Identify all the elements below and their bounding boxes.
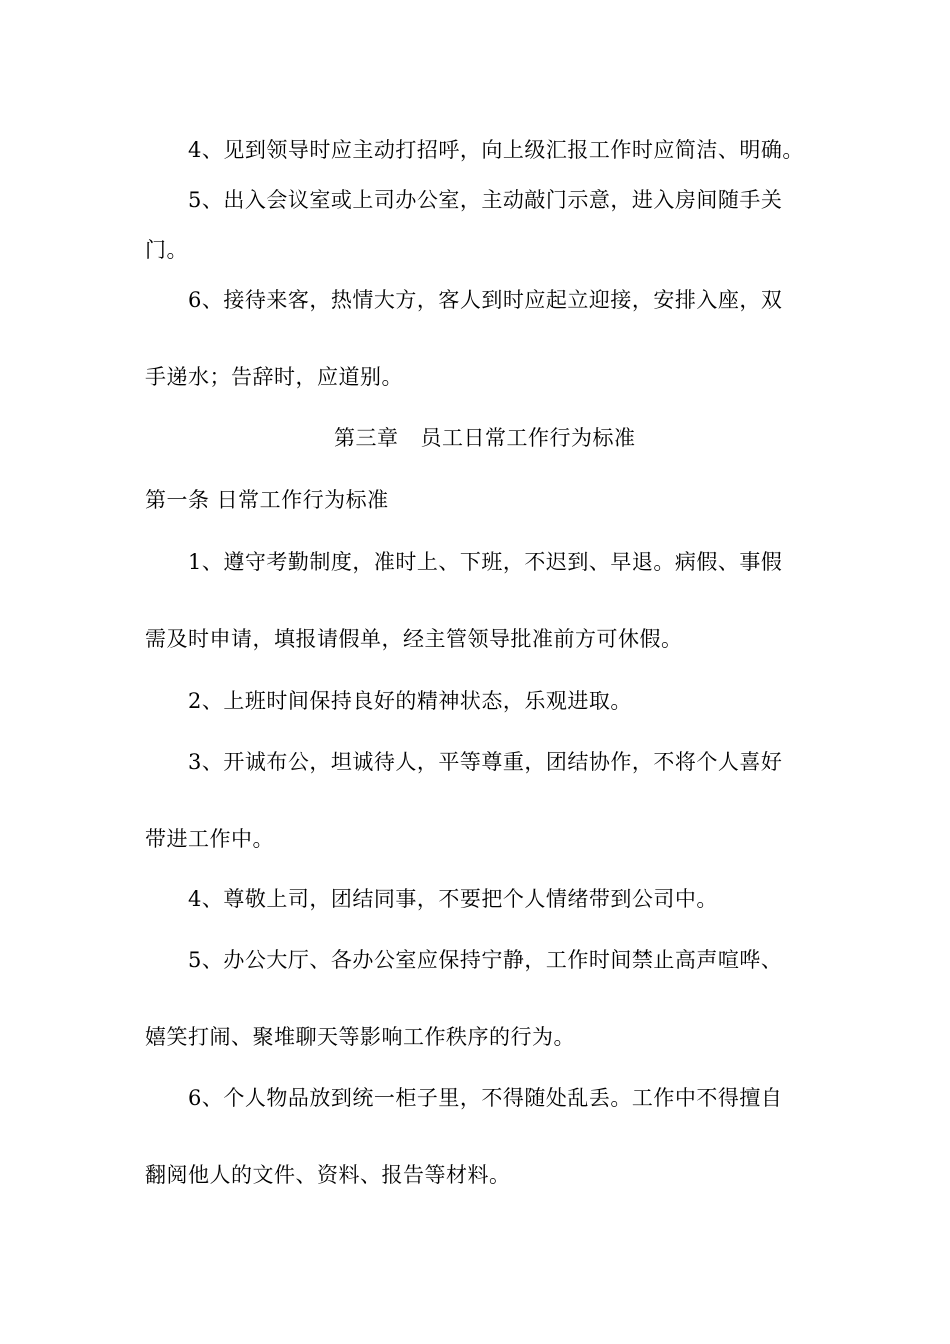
paragraph-line: 6、接待来客，热情大方，客人到时应起立迎接，安排入座，双: [188, 288, 783, 312]
paragraph-line: 门。: [145, 238, 188, 262]
paragraph-line: 手递水；告辞时，应道别。: [145, 365, 403, 389]
paragraph-line: 4、尊敬上司，团结同事，不要把个人情绪带到公司中。: [188, 887, 718, 911]
section-heading: 第一条 日常工作行为标准: [145, 488, 389, 512]
paragraph-line: 1、遵守考勤制度，准时上、下班，不迟到、早退。病假、事假: [188, 550, 783, 574]
paragraph-line: 翻阅他人的文件、资料、报告等材料。: [145, 1163, 511, 1187]
paragraph-line: 4、见到领导时应主动打招呼，向上级汇报工作时应简洁、明确。: [188, 138, 804, 162]
paragraph-line: 5、办公大厅、各办公室应保持宁静，工作时间禁止高声喧哗、: [188, 948, 783, 972]
paragraph-line: 3、开诚布公，坦诚待人，平等尊重，团结协作，不将个人喜好: [188, 750, 783, 774]
paragraph-line: 带进工作中。: [145, 827, 274, 851]
paragraph-line: 5、出入会议室或上司办公室，主动敲门示意，进入房间随手关: [188, 188, 783, 212]
paragraph-line: 2、上班时间保持良好的精神状态，乐观进取。: [188, 689, 632, 713]
paragraph-line: 嬉笑打闹、聚堆聊天等影响工作秩序的行为。: [145, 1025, 575, 1049]
paragraph-line: 需及时申请，填报请假单，经主管领导批准前方可休假。: [145, 627, 683, 651]
chapter-heading: [334, 424, 636, 452]
paragraph-line: 6、个人物品放到统一柜子里，不得随处乱丢。工作中不得擅自: [188, 1086, 783, 1110]
chapter-number: 第三章: [334, 426, 399, 450]
chapter-title: 员工日常工作行为标准: [420, 426, 636, 450]
